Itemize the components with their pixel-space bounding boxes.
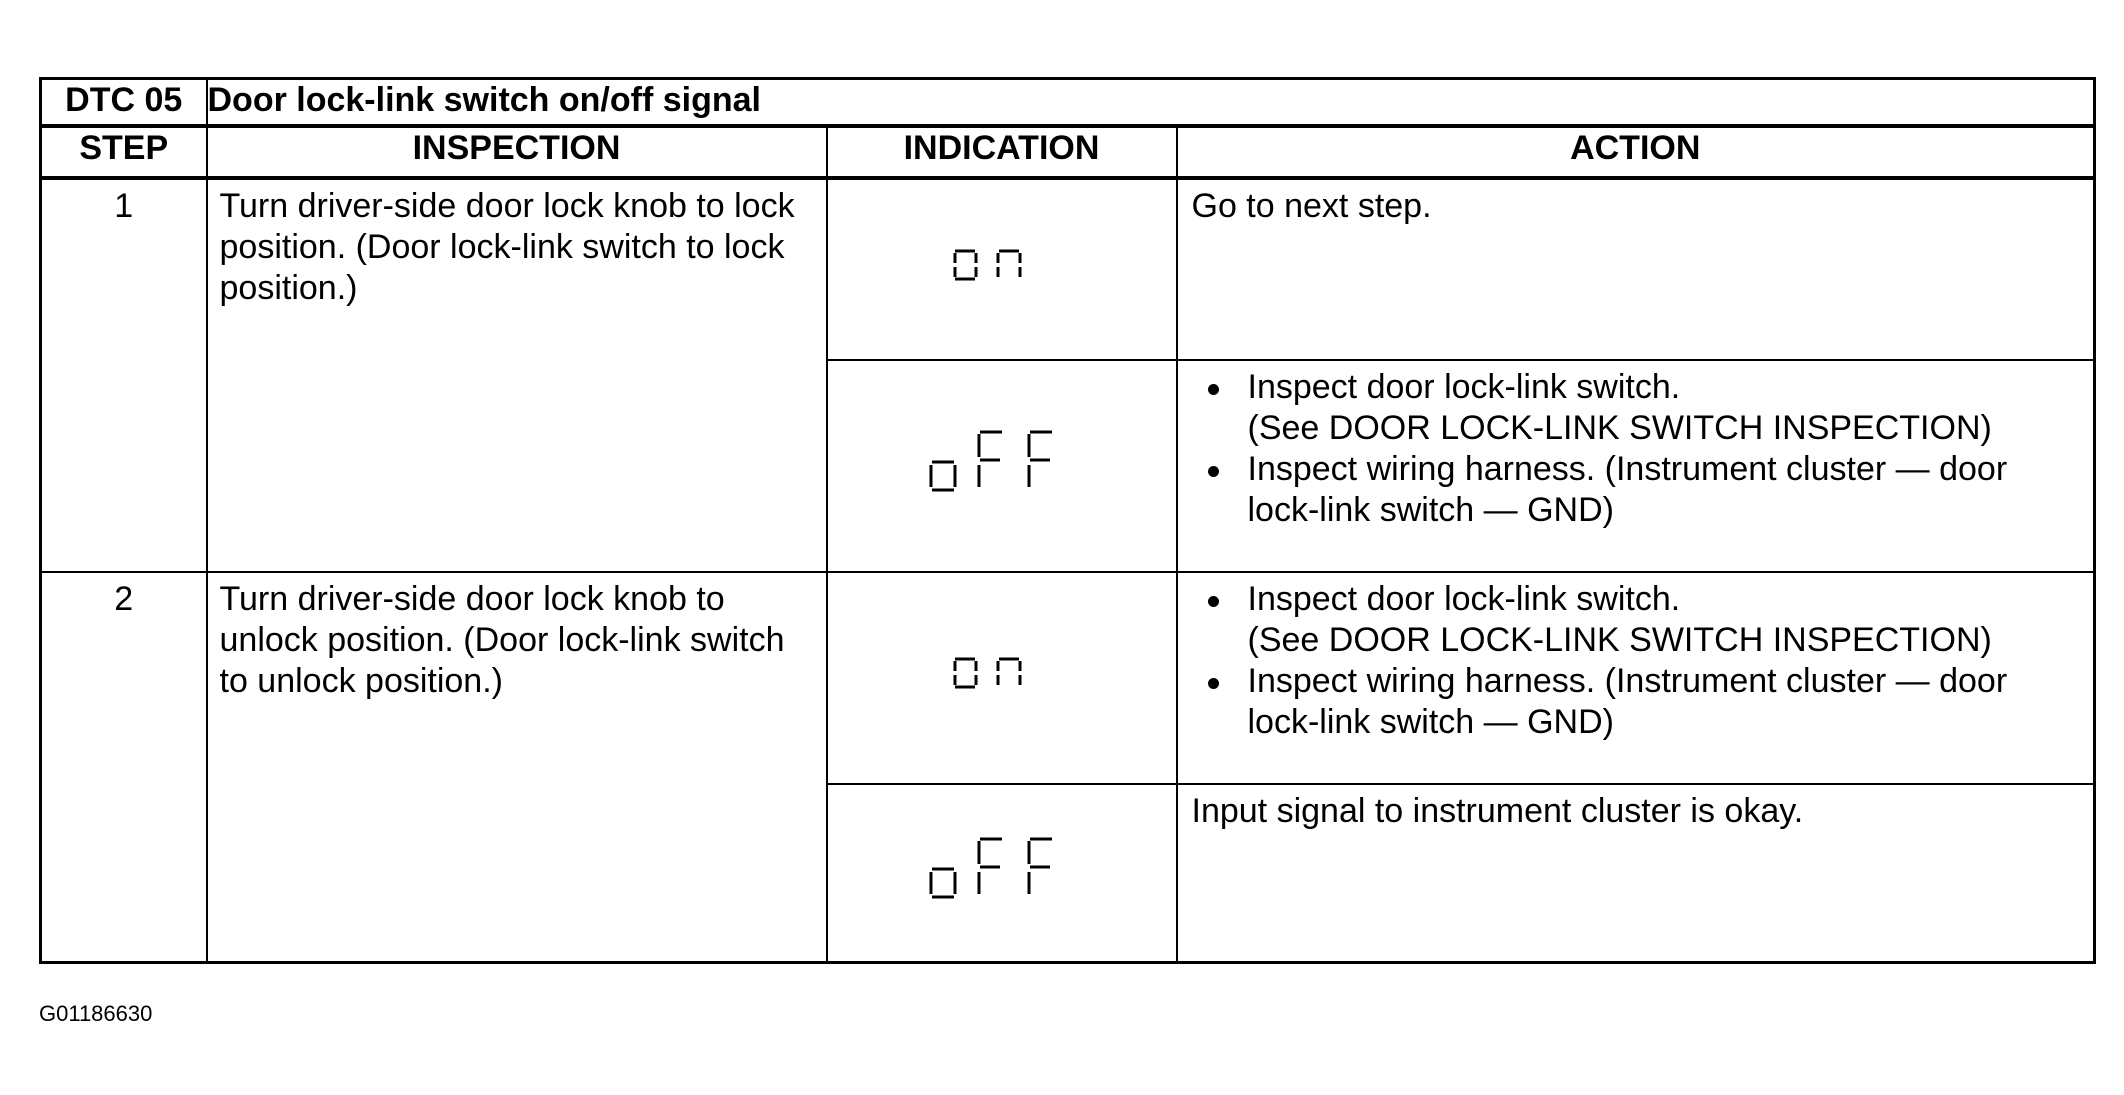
seven-segment-off-icon [922, 426, 1082, 496]
header-action: ACTION [1177, 126, 2095, 178]
seven-segment-on-icon [947, 653, 1057, 693]
inspection-text: Turn driver-side door lock knob to unlock position. (Door lock-link switch to unlock position.) [207, 572, 827, 962]
table-row [41, 178, 2095, 360]
header-step: STEP [41, 126, 207, 178]
action-cell [1177, 572, 2095, 784]
action-bullet-text: Inspect wiring harness. (Instrument cluster — door lock-link switch — GND) [1247, 450, 2008, 529]
action-bullet-list [1192, 367, 2080, 531]
indication-cell [827, 178, 1177, 360]
action-bullet-text: Inspect wiring harness. (Instrument cluster — door lock-link switch — GND) [1247, 662, 2008, 741]
seven-segment-off-icon [922, 833, 1082, 903]
seven-segment-on-icon [947, 245, 1057, 285]
list-item [1192, 449, 2080, 531]
table-row [41, 572, 2095, 784]
inspection-text: Turn driver-side door lock knob to lock position. (Door lock-link switch to lock position.) [207, 178, 827, 572]
indication-cell [827, 784, 1177, 962]
header-indication: INDICATION [827, 126, 1177, 178]
action-text: Go to next step. [1177, 178, 2095, 360]
action-bullet-text: Inspect door lock-link switch. [1247, 368, 1681, 406]
action-cell [1177, 360, 2095, 572]
action-text: Input signal to instrument cluster is okay. [1177, 784, 2095, 962]
dtc-title-row [41, 79, 2095, 127]
list-item [1192, 579, 2080, 661]
action-bullet-reference: (See DOOR LOCK-LINK SWITCH INSPECTION) [1247, 409, 1992, 447]
dtc-title: Door lock-link switch on/off signal [207, 79, 2095, 127]
step-number: 2 [41, 572, 207, 962]
action-bullet-text: Inspect door lock-link switch. [1247, 580, 1681, 618]
action-bullet-list [1192, 579, 2080, 743]
dtc-inspection-table [39, 77, 2096, 964]
dtc-code: DTC 05 [41, 79, 207, 127]
action-bullet-reference: (See DOOR LOCK-LINK SWITCH INSPECTION) [1247, 621, 1992, 659]
list-item [1192, 367, 2080, 449]
step-number: 1 [41, 178, 207, 572]
figure-id: G01186630 [39, 1001, 153, 1026]
list-item [1192, 661, 2080, 743]
indication-cell [827, 360, 1177, 572]
column-header-row [41, 126, 2095, 178]
header-inspection: INSPECTION [207, 126, 827, 178]
indication-cell [827, 572, 1177, 784]
